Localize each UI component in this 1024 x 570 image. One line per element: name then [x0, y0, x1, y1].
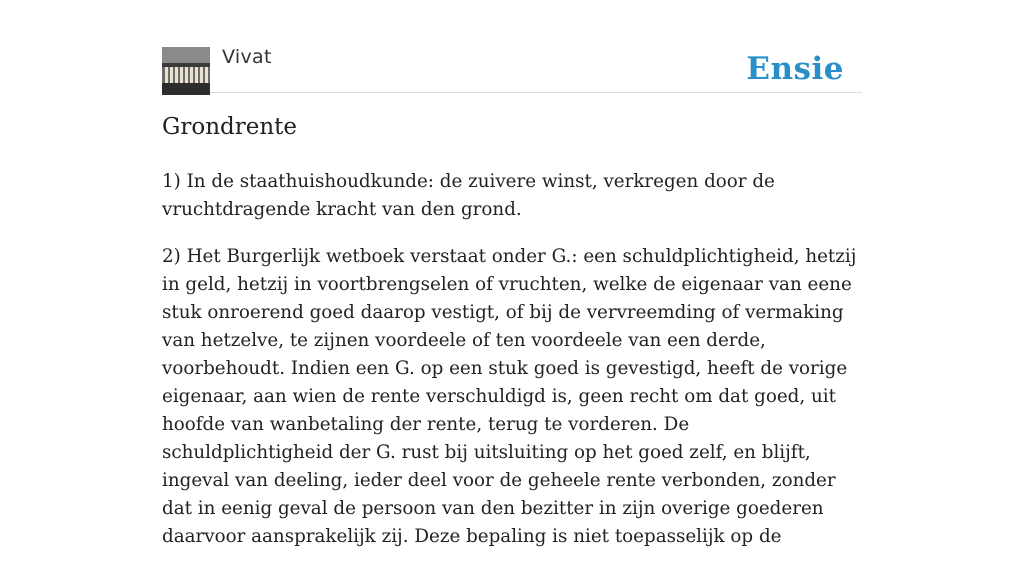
page-title: Grondrente [162, 114, 298, 140]
article-body [162, 168, 864, 570]
paragraph: 1) In de staathuishoudkunde: de zuivere winst, verkregen door de vruchtdragende kracht van den grond. [162, 171, 775, 220]
brand-logo[interactable]: Ensie [746, 51, 844, 87]
avatar[interactable] [162, 47, 210, 95]
header [162, 46, 862, 93]
author-name[interactable]: Vivat [222, 46, 272, 68]
typewriter-keys-icon [162, 47, 210, 95]
paragraph: 2) Het Burgerlijk wetboek verstaat onder G.: een schuldplichtigheid, hetzij in geld, hetzij in voortbrengselen of vruchten, welke de eigenaar van eene stuk onroerend goed daarop vestigt, of bij de vervreemding of vermaking van hetzelve, te zijnen voordeele of ten voordeele van een derde, voorbehoudt. Indien een G. op een stuk goed is gevestigd, heeft de vorige eigenaar, aan wien de rente verschuldigd is, geen recht om dat goed, uit hoofde van wanbetaling der rente, terug te vorderen. De schuldplichtigheid der G. rust bij uitsluiting op het goed zelf, en blijft, ingeval van deeling, ieder deel voor de geheele rente verbonden, zonder dat in eenig geval de persoon van den bezitter in zijn overige goederen daarvoor aansprakelijk zij. Deze bepaling is niet toepasselijk op de [162, 246, 857, 547]
